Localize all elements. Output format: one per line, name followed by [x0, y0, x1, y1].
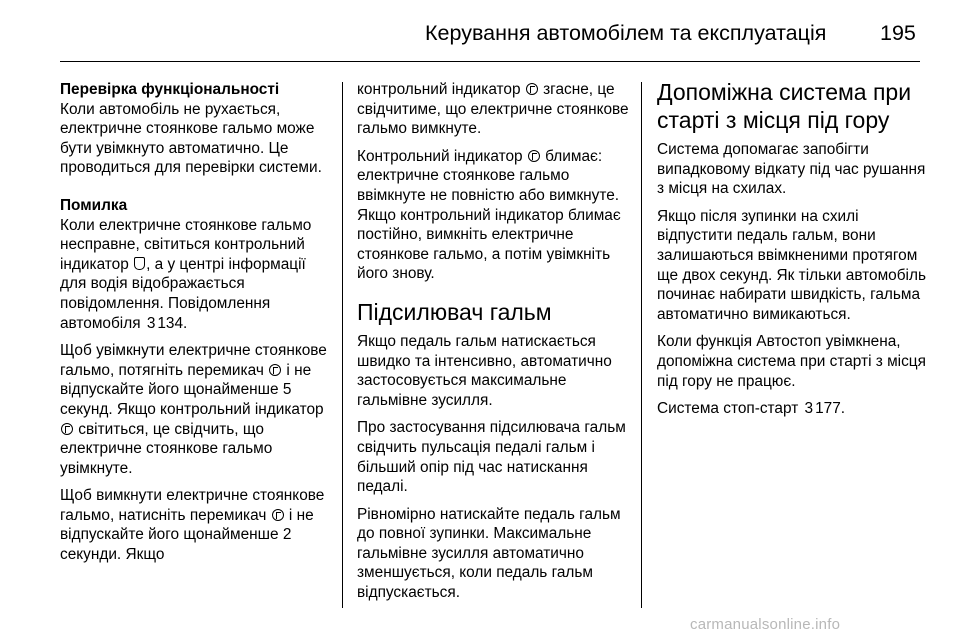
reference-arrow-icon: 3: [804, 400, 814, 418]
column-2: [357, 80, 629, 611]
parking-brake-icon: [269, 364, 281, 376]
release-text-b: і не відпускайте його щонайменше 2 секунди. Якщо: [60, 506, 314, 564]
parking-brake-icon: [526, 83, 538, 95]
booster-text-2: Про застосування підсилювача гальм свідчить пульсація педалі гальм і більший опір під час натискання педалі.: [357, 419, 626, 496]
page-number: 195: [880, 21, 916, 45]
continued-paragraph: [357, 80, 629, 139]
header-title: Керування автомобілем та експлуатація: [425, 21, 827, 45]
blink-paragraph: [357, 147, 629, 284]
parking-brake-icon: [61, 423, 73, 435]
hill-text-1: Система допомагає запобігти випадковому відкату під час рушання з місця на схилах.: [657, 141, 926, 198]
watermark: carmanualsonline.info: [690, 616, 841, 633]
engage-text-b: і не відпускайте його щонайменше 5 секунд. Якщо контрольний індикатор: [60, 361, 324, 418]
functional-test-heading: Перевірка функціональності: [60, 81, 280, 98]
hill-text-2: Якщо після зупинки на схилі відпустити педаль гальм, вони залишаються ввімкненими протягом ще двох секунд. Як тільки автомобіль починає набирати швидкість, гальма автоматично вимикаються.: [657, 207, 926, 323]
release-text-a: Щоб вимкнути електричне стоянкове гальмо, натисніть перемикач: [60, 487, 325, 524]
engage-text-a: Щоб увімкнути електричне стоянкове гальмо, потягніть перемикач: [60, 342, 327, 379]
functional-test-section: [60, 80, 332, 178]
functional-test-text: Коли автомобіль не рухається, електричне стоянкове гальмо може бути увімкнуто автоматично. Це проводиться для перевірки системи.: [60, 100, 322, 177]
parking-brake-icon: [528, 150, 540, 162]
hill-text-3: Коли функція Автостоп увімкнена, допоміжна система при старті з місця під гору не працює.: [657, 333, 926, 390]
fault-reference[interactable]: 134.: [157, 314, 188, 332]
blink-text-a: Контрольний індикатор: [357, 147, 523, 165]
parking-brake-icon: [272, 509, 284, 521]
reference-arrow-icon: 3: [146, 314, 156, 332]
column-1: [60, 80, 332, 573]
engage-text-c: світиться, це свідчить, що електричне стоянкове гальмо увімкнуте.: [60, 420, 273, 477]
service-indicator-icon: [134, 257, 145, 270]
column-divider-1: [342, 82, 343, 608]
hill-reference[interactable]: 177.: [815, 400, 846, 418]
fault-heading: Помилка: [60, 196, 128, 214]
column-3: [657, 80, 927, 427]
blink-text-b: блимає: електричне стоянкове гальмо ввімкнуте не повністю або вимкнуте. Якщо контрольний індикатор блимає постійно, вимкніть електричне стоянкове гальмо, а потім увімкніть його знову.: [357, 147, 621, 283]
fault-text-b: , а у центрі інформації для водія відображається повідомлення. Повідомлення автомобіля: [60, 255, 306, 332]
hill-text-4: [657, 399, 927, 419]
column-divider-2: [641, 82, 642, 608]
cont-text-a: контрольний індикатор: [357, 81, 521, 98]
release-paragraph: [60, 486, 332, 564]
hill-start-heading: Допоміжна система при старті з місця під гору: [657, 79, 912, 133]
engage-paragraph: [60, 341, 332, 478]
booster-text-3: Рівномірно натискайте педаль гальм до повної зупинки. Максимальне гальмівне зусилля автоматично зменшується, коли педаль гальм відпускається.: [357, 505, 621, 602]
booster-text-1: Якщо педаль гальм натискається швидко та інтенсивно, автоматично застосовується максимальне гальмівне зусилля.: [357, 332, 612, 409]
hill-text-4a: Система стоп-старт: [657, 400, 799, 418]
header-rule: [60, 61, 920, 62]
fault-section: [60, 196, 332, 333]
cont-text-b: згасне, це свідчитиме, що електричне стоянкове гальмо вимкнуте.: [357, 81, 629, 138]
fault-text-a: Коли електричне стоянкове гальмо несправне, світиться контрольний індикатор: [60, 216, 312, 273]
brake-booster-heading: Підсилювач гальм: [357, 298, 552, 325]
